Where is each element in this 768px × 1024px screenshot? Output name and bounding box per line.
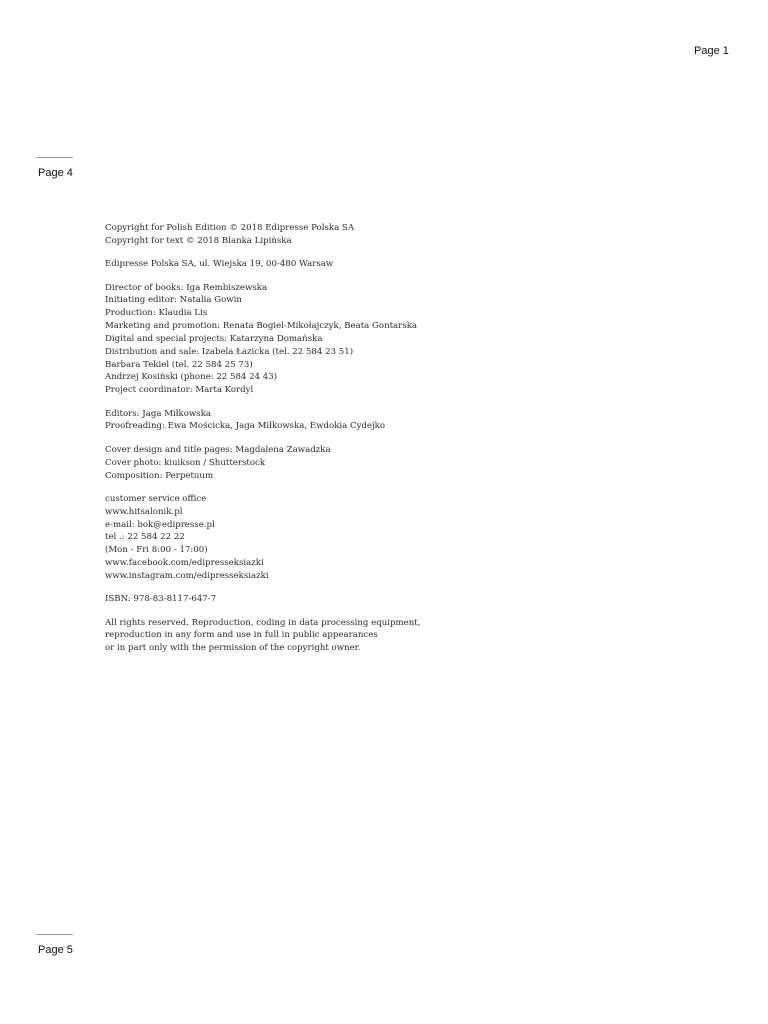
copyright-block [105, 617, 525, 656]
copyright-line: Barbara Tekiel (tel. 22 584 25 73) [105, 359, 253, 370]
copyright-line: www.instagram.com/edipresseksiazki [105, 570, 269, 581]
copyright-line: ISBN: 978-83-8117-647-7 [105, 594, 217, 605]
copyright-line: (Mon - Fri 8:00 - 17:00) [105, 545, 208, 556]
copyright-block [105, 258, 525, 271]
copyright-line: Andrzej Kosiński (phone: 22 584 24 43) [105, 372, 278, 383]
page-label-top: Page 1 [694, 45, 729, 57]
copyright-line: Edipresse Polska SA, ul. Wiejska 19, 00-480 Warsaw [105, 259, 334, 270]
copyright-block [105, 222, 525, 248]
page-label-bottom: Page 5 [38, 944, 73, 956]
page-label-middle: Page 4 [38, 167, 73, 179]
copyright-line: Copyright for Polish Edition © 2018 Edipresse Polska SA [105, 223, 355, 233]
copyright-line: e-mail: bok@edipresse.pl [105, 519, 215, 530]
copyright-line: Marketing and promotion: Renata Bogiel-Mikołajczyk, Beata Gontarska [105, 321, 418, 332]
copyright-block [105, 493, 525, 583]
page-divider-bottom [36, 934, 73, 935]
copyright-line: All rights reserved. Reproduction, coding in data processing equipment, [105, 617, 421, 628]
copyright-line: reproduction in any form and use in full in public appearances [105, 630, 378, 641]
copyright-block [105, 282, 525, 398]
copyright-line: Cover photo: kiuikson / Shutterstock [105, 457, 266, 468]
copyright-line: Distribution and sale: Izabela Łazicka (tel. 22 584 23 51) [105, 346, 354, 357]
copyright-line: www.facebook.com/edipresseksiazki [105, 558, 264, 569]
copyright-page-text [105, 222, 525, 666]
copyright-line: Production: Klaudia Lis [105, 308, 208, 319]
copyright-line: Copyright for text © 2018 Blanka Lipińska [105, 235, 292, 246]
copyright-line: Project coordinator: Marta Kordyl [105, 385, 254, 396]
copyright-line: Initiating editor: Natalia Gowin [105, 295, 242, 306]
copyright-line: Proofreading: Ewa Mościcka, Jaga Miłkowska, Ewdokia Cydejko [105, 421, 386, 432]
copyright-block [105, 593, 525, 606]
page-divider-top [36, 157, 73, 158]
copyright-line: www.hitsalonik.pl [105, 506, 183, 517]
copyright-block [105, 444, 525, 483]
copyright-line: Composition: Perpetuum [105, 470, 214, 481]
copyright-line: or in part only with the permission of the copyright owner. [105, 643, 361, 654]
copyright-line: tel .: 22 584 22 22 [105, 532, 185, 543]
copyright-line: Editors: Jaga Miłkowska [105, 408, 212, 419]
copyright-line: customer service office [105, 493, 207, 504]
copyright-line: Digital and special projects: Katarzyna Domańska [105, 333, 323, 344]
copyright-block [105, 408, 525, 434]
copyright-line: Director of books: Iga Rembiszewska [105, 282, 268, 293]
copyright-line: Cover design and title pages: Magdalena Zawadzka [105, 444, 331, 455]
